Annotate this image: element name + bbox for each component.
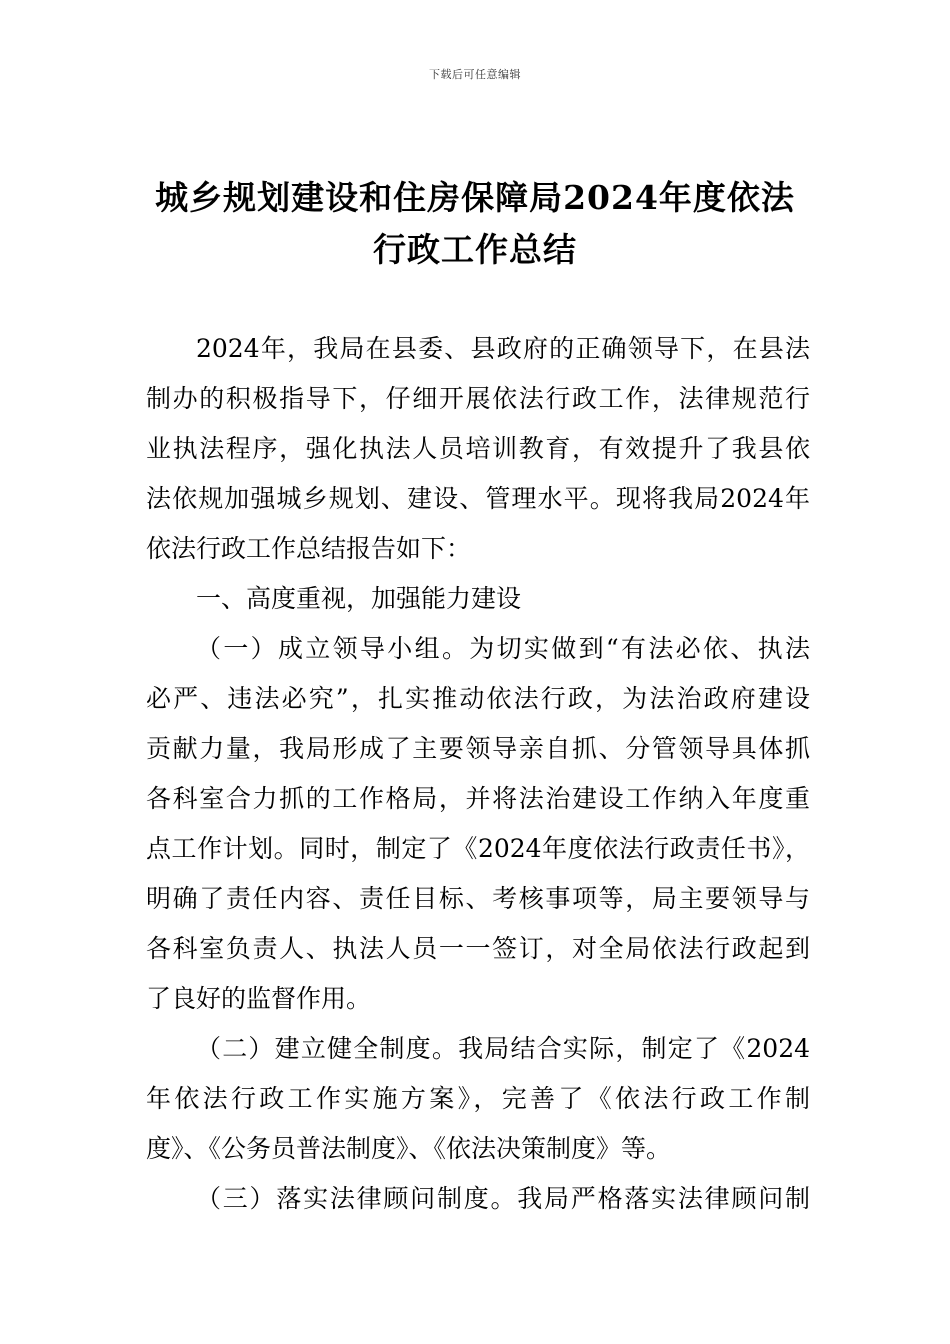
body-line: （三）落实法律顾问制度。我局严格落实法律顾问制 xyxy=(196,1184,810,1213)
header-note: 下载后可任意编辑 xyxy=(429,68,521,81)
body-line: 2024年，我局在县委、县政府的正确领导下，在县法 xyxy=(196,334,810,363)
body-line: 点工作计划。同时，制定了《2024年度依法行政责任书》， xyxy=(146,834,810,863)
title-line-2: 行政工作总结 xyxy=(373,230,577,269)
body-line: 各科室合力抓的工作格局，并将法治建设工作纳入年度重 xyxy=(146,784,810,813)
document-body xyxy=(146,324,810,1224)
body-line: 法依规加强城乡规划、建设、管理水平。现将我局2024年 xyxy=(146,484,810,513)
body-line: 年依法行政工作实施方案》，完善了《依法行政工作制 xyxy=(146,1084,810,1113)
body-line: 制办的积极指导下，仔细开展依法行政工作，法律规范行 xyxy=(146,384,810,413)
document-title xyxy=(120,172,830,276)
body-line: 依法行政工作总结报告如下： xyxy=(146,534,472,563)
body-line: 度》、《公务员普法制度》、《依法决策制度》等。 xyxy=(146,1134,672,1163)
section-heading: 一、高度重视，加强能力建设 xyxy=(196,584,522,613)
body-line: 各科室负责人、执法人员一一签订，对全局依法行政起到 xyxy=(146,934,810,963)
body-line: 贡献力量，我局形成了主要领导亲自抓、分管领导具体抓 xyxy=(146,734,810,763)
body-line: （二）建立健全制度。我局结合实际，制定了《2024 xyxy=(196,1034,810,1063)
body-line: 明确了责任内容、责任目标、考核事项等，局主要领导与 xyxy=(146,884,810,913)
body-line: 了良好的监督作用。 xyxy=(146,984,372,1013)
body-line: 业执法程序，强化执法人员培训教育，有效提升了我县依 xyxy=(146,434,810,463)
title-line-1: 城乡规划建设和住房保障局2024年度依法 xyxy=(155,178,795,217)
body-line: 必严、违法必究”，扎实推动依法行政，为法治政府建设 xyxy=(146,684,810,713)
body-line: （一）成立领导小组。为切实做到“有法必依、执法 xyxy=(196,634,810,663)
